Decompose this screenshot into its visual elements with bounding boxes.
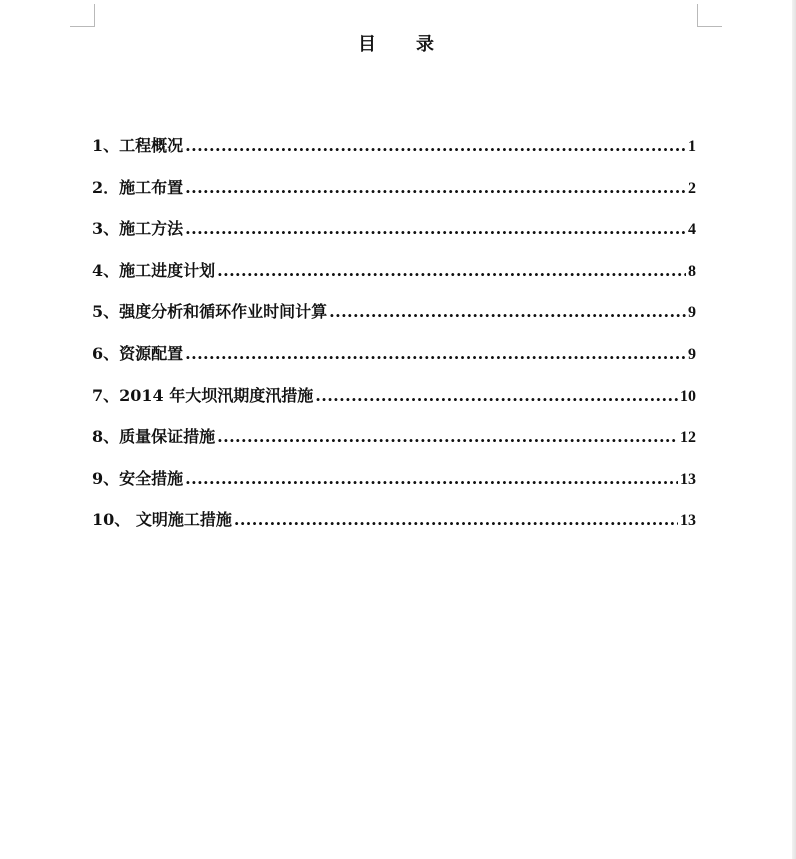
toc-dot-leader — [185, 217, 686, 241]
toc-entry[interactable] — [92, 300, 696, 342]
toc-entry[interactable] — [92, 134, 696, 176]
toc-entry-page-number: 10 — [680, 387, 696, 405]
toc-entry-label: 4、施工进度计划 — [92, 260, 216, 280]
margin-corner-mark-top-left — [70, 4, 95, 27]
toc-entry-label: 7、2014 年大坝汛期度汛措施 — [92, 385, 314, 405]
toc-entry[interactable] — [92, 342, 696, 384]
toc-entry-label: 10、 文明施工措施 — [92, 510, 232, 530]
toc-entry-page-number: 2 — [688, 179, 696, 197]
toc-dot-leader — [185, 134, 686, 158]
toc-entry[interactable] — [92, 467, 696, 509]
toc-entry-page-number: 9 — [688, 345, 696, 363]
toc-entry[interactable] — [92, 425, 696, 467]
toc-title: 目录 — [358, 34, 474, 55]
toc-entry-label: 8、质量保证措施 — [92, 427, 216, 447]
toc-entry-label: 9、安全措施 — [92, 468, 184, 488]
margin-corner-mark-top-right — [697, 4, 722, 27]
toc-entry[interactable] — [92, 259, 696, 301]
toc-dot-leader — [234, 508, 678, 532]
toc-entry-page-number: 12 — [680, 429, 696, 447]
toc-dot-leader — [185, 176, 686, 200]
toc-entry-label: 6、资源配置 — [92, 343, 184, 363]
toc-entry-page-number: 1 — [688, 138, 696, 155]
toc-entry-label: 1、工程概况 — [92, 136, 184, 155]
toc-entry[interactable] — [92, 176, 696, 218]
toc-entry-page-number: 9 — [688, 304, 696, 322]
toc-entry-page-number: 13 — [680, 470, 696, 488]
toc-entry[interactable] — [92, 217, 696, 259]
toc-entry[interactable] — [92, 384, 696, 426]
toc-dot-leader — [185, 467, 678, 491]
table-of-contents — [92, 134, 696, 550]
toc-entry-label: 5、强度分析和循环作业时间计算 — [92, 302, 328, 322]
toc-dot-leader — [329, 300, 686, 324]
toc-entry[interactable] — [92, 508, 696, 550]
toc-entry-page-number: 4 — [688, 221, 696, 239]
page-edge-shadow — [792, 0, 796, 859]
toc-entry-label: 3、施工方法 — [92, 219, 184, 239]
toc-dot-leader — [217, 259, 686, 283]
toc-dot-leader — [315, 384, 678, 408]
toc-entry-label: 2．施工布置 — [92, 177, 184, 197]
toc-dot-leader — [185, 342, 686, 366]
toc-entry-page-number: 13 — [680, 512, 696, 530]
toc-entry-page-number: 8 — [688, 262, 696, 280]
toc-dot-leader — [217, 425, 678, 449]
